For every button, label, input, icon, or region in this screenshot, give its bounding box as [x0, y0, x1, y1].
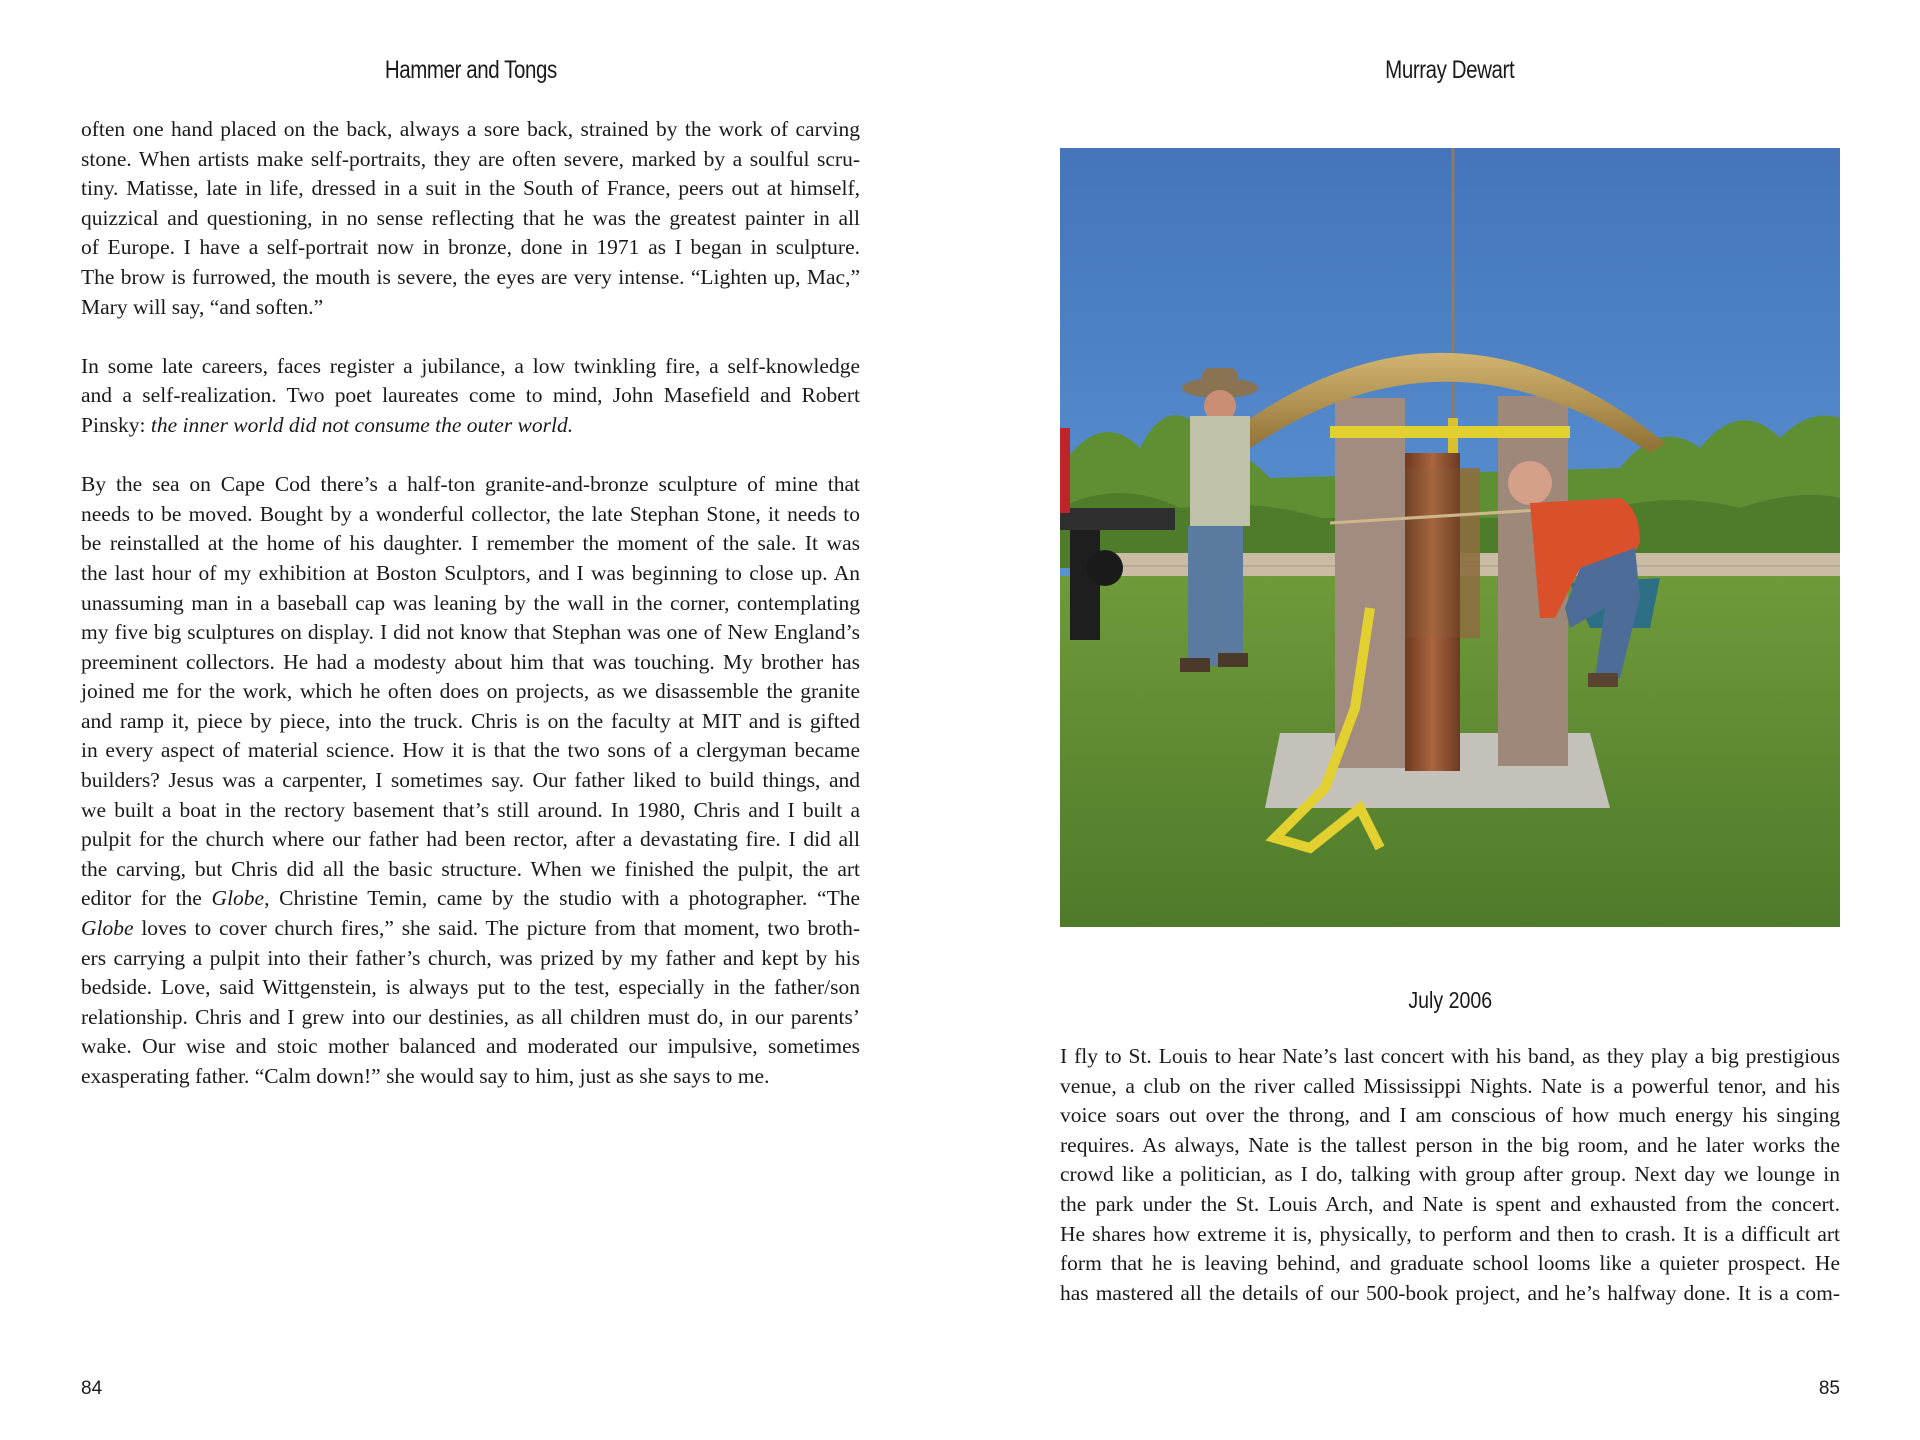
- text-line: voice soars out over the throng, and I am conscious of how much energy his singing: [1060, 1103, 1840, 1128]
- text-line: requires. As always, Nate is the tallest person in the big room, and he later works the: [1060, 1132, 1840, 1157]
- text-line: often one hand placed on the back, always a sore back, strained by the work of carving: [81, 117, 860, 141]
- sculpture-installation-photo: [1060, 148, 1840, 927]
- text-run: Pinsky:: [81, 412, 151, 437]
- granite-pillar-left: [1335, 398, 1405, 768]
- text-run: loves to cover church fires,” she said. The picture from that moment, two broth-: [133, 916, 860, 941]
- text-line: stone. When artists make self-portraits, they are often severe, marked by a soulful scru-: [81, 146, 860, 171]
- text-line: In some late careers, faces register a jubilance, a low twinkling fire, a self-knowledge: [81, 353, 860, 378]
- text-line: in every aspect of material science. How it is that the two sons of a clergyman became: [81, 738, 860, 763]
- left-page-body: [81, 115, 860, 1121]
- right-page-body: [1060, 1042, 1840, 1338]
- text-line: [81, 411, 860, 441]
- text-line: joined me for the work, which he often does on projects, as we disassemble the granite: [81, 679, 860, 704]
- text-line: be reinstalled at the home of his daughter. I remember the moment of the sale. It was: [81, 531, 860, 556]
- text-line: needs to be moved. Bought by a wonderful collector, the late Stephan Stone, it needs to: [81, 501, 860, 526]
- yellow-strap: [1330, 426, 1570, 438]
- text-line: He shares how extreme it is, physically, to perform and then to crash. It is a difficult art: [1060, 1221, 1840, 1246]
- running-head-left-text: Hammer and Tongs: [384, 56, 557, 84]
- text-line: and a self-realization. Two poet laureates come to mind, John Masefield and Robert: [81, 383, 860, 408]
- truck-frame: [1070, 530, 1100, 640]
- crane-arm-red: [1060, 428, 1070, 513]
- section-heading-text: July 2006: [1408, 987, 1492, 1013]
- text-line: form that he is leaving behind, and graduate school looms like a quieter prospect. He: [1060, 1251, 1840, 1276]
- text-line: [81, 914, 860, 944]
- text-line: The brow is furrowed, the mouth is severe, the eyes are very intense. “Lighten up, Mac,”: [81, 264, 860, 289]
- text-line: of Europe. I have a self-portrait now in bronze, done in 1971 as I began in sculpture.: [81, 235, 860, 260]
- text-line: exasperating father. “Calm down!” she would say to him, just as she says to me.: [81, 1064, 770, 1088]
- paragraph-st-louis: [1060, 1042, 1840, 1308]
- text-line: the last hour of my exhibition at Boston Sculptors, and I was beginning to close up. An: [81, 560, 860, 585]
- text-line: we built a boat in the rectory basement that’s still around. In 1980, Chris and I built a: [81, 797, 860, 822]
- photo-illustration: [1060, 148, 1840, 927]
- text-line: the park under the St. Louis Arch, and Nate is spent and exhausted from the concert.: [1060, 1191, 1840, 1216]
- text-line: builders? Jesus was a carpenter, I sometimes say. Our father liked to build things, and: [81, 768, 860, 793]
- paragraph-cape-cod: [81, 470, 860, 1091]
- paragraph-late-careers: [81, 352, 860, 441]
- text-line: ers carrying a pulpit into their father’s church, was prized by my father and kept by his: [81, 945, 860, 970]
- text-line: [81, 884, 860, 914]
- man-left-jeans: [1188, 526, 1243, 666]
- text-line: wake. Our wise and stoic mother balanced and moderated our impulsive, sometimes: [81, 1034, 860, 1059]
- text-line: Mary will say, “and soften.”: [81, 294, 324, 319]
- italic-quote: the inner world did not consume the outer world.: [150, 412, 574, 437]
- running-head-left: [81, 54, 860, 86]
- text-line: relationship. Chris and I grew into our destinies, as all children must do, in our parents’: [81, 1004, 860, 1029]
- text-line: venue, a club on the river called Mississippi Nights. Nate is a powerful tenor, and his: [1060, 1073, 1840, 1098]
- page-number-right: 85: [1818, 1378, 1840, 1399]
- running-head-right-text: Murray Dewart: [1385, 56, 1515, 84]
- italic-globe: Globe: [211, 886, 265, 911]
- truck-bed: [1060, 508, 1175, 530]
- text-line: my five big sculptures on display. I did not know that Stephan was one of New England’s: [81, 620, 860, 645]
- text-run: , Christine Temin, came by the studio with a photographer. “The: [264, 886, 860, 911]
- text-line: By the sea on Cape Cod there’s a half-ton granite-and-bronze sculpture of mine that: [81, 472, 860, 497]
- page-number-left: 84: [81, 1378, 103, 1399]
- text-run: editor for the: [81, 886, 212, 911]
- text-line: the carving, but Chris did all the basic structure. When we finished the pulpit, the art: [81, 856, 860, 881]
- text-line: has mastered all the details of our 500-book project, and he’s halfway done. It is a com-: [1060, 1280, 1840, 1305]
- italic-globe: Globe: [81, 916, 134, 941]
- text-line: tiny. Matisse, late in life, dressed in a suit in the South of France, peers out at himself,: [81, 176, 860, 201]
- text-line: crowd like a politician, as I do, talking with group after group. Next day we lounge in: [1060, 1162, 1840, 1187]
- paragraph-self-portraits: [81, 115, 860, 322]
- text-line: pulpit for the church where our father had been rector, after a devastating fire. I did all: [81, 827, 860, 852]
- text-line: quizzical and questioning, in no sense reflecting that he was the greatest painter in all: [81, 205, 860, 230]
- text-line: I fly to St. Louis to hear Nate’s last concert with his band, as they play a big prestigious: [1060, 1044, 1840, 1068]
- bald-head: [1508, 461, 1552, 505]
- text-line: preeminent collectors. He had a modesty about him that was touching. My brother has: [81, 649, 860, 674]
- running-head-right: [1060, 54, 1840, 86]
- man-left-shirt: [1190, 416, 1250, 526]
- text-line: unassuming man in a baseball cap was leaning by the wall in the corner, contemplating: [81, 590, 860, 615]
- section-heading: [1060, 984, 1840, 1016]
- text-line: and ramp it, piece by piece, into the truck. Chris is on the faculty at MIT and is gifted: [81, 708, 860, 733]
- text-line: bedside. Love, said Wittgenstein, is always put to the test, especially in the father/son: [81, 975, 860, 1000]
